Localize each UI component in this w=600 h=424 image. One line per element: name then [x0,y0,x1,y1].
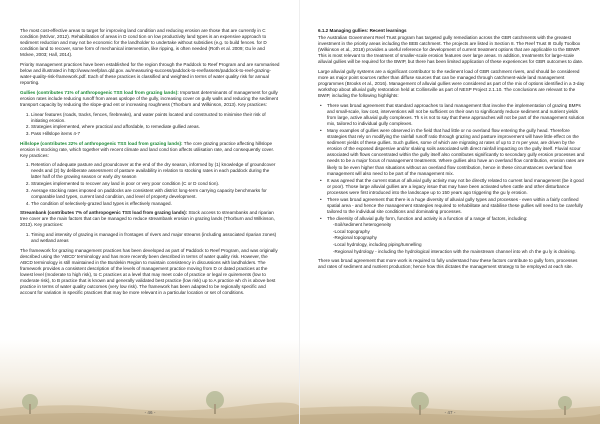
list-item: 2. Strategies implemented, where practical and affordable, to remediate gullied areas. [31,124,280,130]
streambank-label: Streambank (contributes 7% of anthropogenic TSS load from grazing lands): [20,210,188,216]
hillslope-label: Hillslope (contributes 22% of anthropogenic TSS load from grazing lands): [20,140,183,146]
grassland-illustration [0,364,300,424]
reef-trust-paragraph: The Australian Government Reef Trust program has targeted gully remediation across the GBR catchments with the greatest investment in the priority areas including the BEB catchment. The projects are listed in Section 8. The Reef Trust III Gully Toolbox (Wilkinson et al., 2018) provides a useful reference for development of current treatment options that are applicable to the BBWP. This is most relevant to the treatment of smaller-scale erosion features over large areas. In addition, treatments for large-scale alluvial gullies will be required for the BWIP, but there has been limited application of these experiences for GBR outcomes to date. [318,35,584,65]
hillslope-text: The core grazing practice affecting hillslope erosion is stocking rate, which together with recent climate and land cond tion affects utilisation rate, and consequently cover. Key practices: [20,140,274,158]
list-item: 3. Average stocking rates imposed on paddocks are consistent with district long-term carrying capacity benchmarks for comparable land types, current land condition, and level of property development. [31,188,280,200]
list-item: -Soil/sediment heterogeneity [333,222,392,228]
right-page [300,0,600,424]
closing-paragraph: There was broad agreement that more work is required to fully understand how these factors contribute to gully form, processes and rates of sediment and nutrient production; hence how this dictates the management strategy to be employed at each site. [318,258,578,270]
list-item: 1. Retention of adequate pasture and groundcover at the end of the dry season, informed by (1) knowledge of groundcover needs and (2) by deliberate assessment of pasture availability in relation to stocking rates in each paddock during the latter half of the growing season or early dry season [31,162,280,180]
gullies-practices-list [20,112,280,137]
page-number-right: - 47 - [444,410,456,415]
list-item: -Local topography [333,228,370,234]
left-column [20,28,280,300]
section-heading: 6.1.2 Managing gullies: Recent learnings [318,28,407,33]
framework-paragraph: The framework for grazing management practices has been developed as part of Paddock to Reef Program, and was originally described using the 'ABCD' terminology and has more recently been described in terms of water quality risk. However, the ABCD terminology is still maintained in the Burdekin Region to maintain consistency in discussions with landholders. The framework provides a consistent description of the levels of management practice moving from D or dated practices at the lowest level (moderate to high risk), to C practices at a level that may meet code of practice or legal re quirements (low to moderate risk), to B practice that is known and generally validated best practice (low risk) up to A practice wh ch is above best practice in terms of water quality outcomes (very low risk). The framework has been adapted to be regionally specific and account for variation in specific practices that may be more relevant in a particular location or set of conditions. [20,247,278,296]
hillslope-practices-list [20,162,280,206]
list-item [327,216,586,255]
list-item: 3. Pass Hillslope items 4-7 [31,131,280,137]
list-item: 2. Strategies implemented to recover any land in poor or very poor condition (C or D cond tion). [31,181,280,187]
alluvial-gully-paragraph: Large alluvial gully systems are a significant contributor to the sediment load of GBR catchment rivers, and should be considered more as major point sources rather than diffuse sources that can be managed through catchment-wide land management programmes (Brooks et al., 2016). Management of alluvial gullies were considered as part of the mix of options identified in a 3-day workshop about alluvial gully restoration held at Collinsville as part of NESP Project 2.1.10. The conclusions are relevant to the BWIP, including the following highlights: [318,68,585,99]
list-item: 1. Timing and intensity of grazing is managed in frontages of rivers and major streams (including associated riparian zones) and wetland areas [31,232,280,244]
streambank-text: Stock access to streambanks and riparian tree cover are the main factors that can be managed to reduce streambank erosion in grazing lands (Thorburn and Wilkinson, 2013). Key practices: [20,210,275,228]
right-column [318,28,586,274]
gullies-text: Important determinants of management for gully erosion rates include reducing runoff from areas upslope of the gully, increasing cover on gully walls and reducing the sediment transport capacity by reducing the slope-grad ent or increasing roughness (Thorburn and Wilkinson, 2013). Key practices: [20,89,278,107]
grassland-illustration [300,364,600,424]
list-item: -Regional hydrology - including the hydrological interaction with the mainstream channel into wh ch the gu ly is draining. [333,248,576,254]
intro-paragraph-2: Priority management practices have been established for the region through the Paddock to Reef Program and are summarised below and illustrated in http://www.reefplan.qld.gov. au/measuring-success/paddock-to-reef/assets/paddock-to-reef-grazing-water-quality-risk-framework.pdf. Each of these practices is classified and weighted in terms of water quality risk for annual reporting. [20,61,280,86]
list-item: • There was broad agreement that standard approaches to land management that involve the implementation of grazing BMPs and small-scale, low cost, interventions will not be sufficient on their own to significantly reduce sediment and nutrient yields from large, active alluvial gully complexes. Th s is not to say that these approaches will not be part of the management solution mix, tailored to individual gully complexes. [327,103,586,127]
streambank-practices-list [20,232,280,244]
list-item: • There was broad agreement that there is a huge diversity of alluvial gully types and processes - even within a fairly confined spatial area - and hence the management strategies required to rehabilitate and stabilise these gullies will need to be carefully tailored to the individual site conditions and dominating processes. [327,197,586,215]
factors-list [327,222,586,255]
list-item: • It was agreed that the current status of alluvial gully activity may not be directly related to current land management (be it good or poor). Those large alluvial gullies are a legacy issue that may have been activated when cattle and other disturbance processes were first introduced into the landscape up to 150 years ago triggering the gu ly erosion. [327,178,586,196]
gullies-label: Gullies (contributes 71% of anthropogenic TSS load from grazing lands): [20,89,179,95]
streambank-paragraph [20,210,280,228]
page-number-left: - 46 - [144,410,156,415]
hillslope-paragraph [20,141,280,159]
gullies-paragraph [20,90,280,108]
list-item: • Many examples of gullies were observed in the field that had little or no overland flow entering the gully head. Therefore strategies that rely on modifying the rainfall runoff ratio through grazing and pasture improvement will have little effect on the sediment yields of these gullies. Such gullies, some of which are migrating at rates of up to 2 m per year, are driven by the erosion of the exposed dispersive and/or slaking soils associated with direct rainfall impacting on the gully itself. Fluvial scour associated with flows concentrated within the gully itself also contributes significantly to secondary gully erosion processes and needs to be a major focus of management treatments. Where gullies also have an overland flow contribution, erosion rates are likely to be even higher than situations without an overland flow contribution, hence in these circumstances overland flow management will also need to be part of the management mix. [327,128,586,177]
list-item: 1. Linear features (roads, tracks, fences, firebreaks), and water points located and constructed to minimise their risk of initiating erosion. [31,112,280,124]
list-item: -Regional topography [333,235,377,241]
diversity-text: The diversity of alluvial gully form, function and activity is a function of a range of factors, including: [327,216,528,221]
intro-paragraph-1: The most cost-effective areas to target for improving land condition and reducing erosion are those that are currently in C condition (Mclvor, 2012). Rehabilitation of areas in D cond tion on low productivity land types is an expensive approach to sediment reduction and may not be economic for the landholder to undertake without subsidies (e.g. to build fences. for D condition land to recover, some form of mechanical intervention, like ripping, is often needed (Roth et al. 2009; Gu le and Mckee, 2003; Hall, 2014). [20,28,267,58]
list-item: -Local hydrology, including piping/tunnelling [333,242,422,248]
list-item: 4. The condition of selectively-grazed land types is effectively managed. [31,201,280,207]
highlights-list [318,103,586,255]
